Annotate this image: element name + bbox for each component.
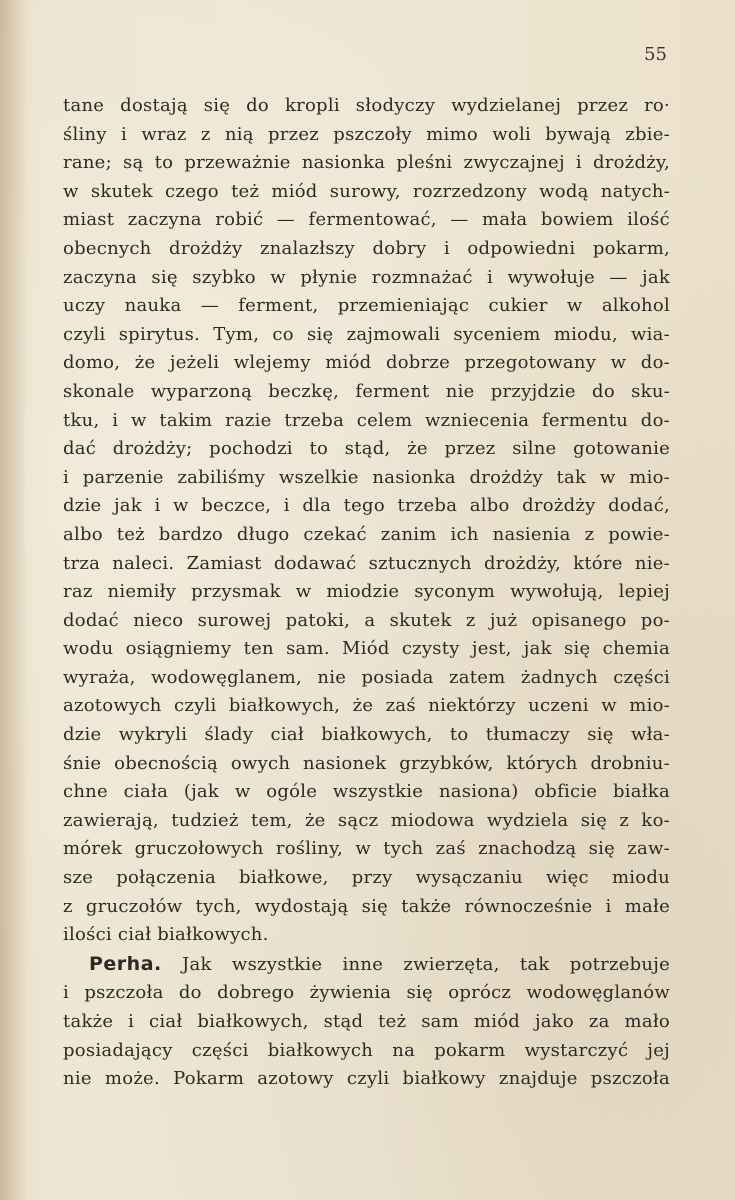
text-line: nie może. Pokarm azotowy czyli białkowy znajduje pszczoła [63,1068,670,1090]
text-line: z gruczołów tych, wydostają się także równocześnie i małe [63,895,670,917]
text-line: i pszczoła do dobrego żywienia się oprócz wodowęglanów [63,982,670,1004]
paragraph-last-line: ilości ciał białkowych. [63,924,269,946]
section-first-line [63,950,670,980]
text-line: w skutek czego też miód surowy, rozrzedzony wodą natych- [63,180,670,202]
text-line: wyraża, wodowęglanem, nie posiada zatem żadnych części [63,666,670,688]
text-line: azotowych czyli białkowych, że zaś niektórzy uczeni w mio- [63,695,670,717]
text-line: rane; są to przeważnie nasionka pleśni zwyczajnej i drożdży, [63,152,670,174]
text-line: raz niemiły przysmak w miodzie syconym wywołują, lepiej [63,581,670,603]
body-text [63,92,670,1094]
text-line: albo też bardzo długo czekać zanim ich nasienia z powie- [63,523,670,545]
text-line: także i ciał białkowych, stąd też sam miód jako za mało [63,1011,670,1032]
text-line: zaczyna się szybko w płynie rozmnażać i wywołuje — jak [63,266,670,288]
text-line: wodu osiągniemy ten sam. Miód czysty jest, jak się chemia [63,638,670,660]
text-line: zawierają, tudzież tem, że sącz miodowa wydziela się z ko- [63,809,670,831]
text-line: i parzenie zabiliśmy wszelkie nasionka drożdży tak w mio- [63,466,670,488]
text-line: dać drożdży; pochodzi to stąd, że przez silne gotowanie [63,438,670,460]
text-line: tane dostają się do kropli słodyczy wydzielanej przez ro· [63,95,670,116]
text-line: mórek gruczołowych rośliny, w tych zaś znachodzą się zaw- [63,838,670,860]
text-line: skonale wyparzoną beczkę, ferment nie przyjdzie do sku- [63,380,670,402]
text-line: trza naleci. Zamiast dodawać sztucznych drożdży, które nie- [63,552,670,574]
binding-shadow [0,0,28,1200]
text-line: czyli spirytus. Tym, co się zajmowali syceniem miodu, wia- [63,323,670,345]
text-line: śliny i wraz z nią przez pszczoły mimo woli bywają zbie- [63,123,670,145]
text-line: tku, i w takim razie trzeba celem wzniecenia fermentu do- [63,409,670,431]
text-line: obecnych drożdży znalazłszy dobry i odpowiedni pokarm, [63,237,670,259]
text-line: dodać nieco surowej patoki, a skutek z już opisanego po- [63,609,670,631]
text-line: dzie wykryli ślady ciał białkowych, to tłumaczy się wła- [63,724,670,746]
section-heading: Perha. [89,952,162,975]
text-line: uczy nauka — ferment, przemieniając cukier w alkohol [63,295,670,317]
text-line: dzie jak i w beczce, i dla tego trzeba albo drożdży dodać, [63,495,670,517]
text-line: domo, że jeżeli wlejemy miód dobrze przegotowany w do- [63,352,670,374]
text-line: miast zaczyna robić — fermentować, — mała bowiem ilość [63,209,670,231]
text-line: śnie obecnością owych nasionek grzybków, których drobniu- [63,752,670,774]
page-number: 55 [644,44,667,65]
text-line: sze połączenia białkowe, przy wysączaniu więc miodu [63,867,670,889]
section-first-line-text: Jak wszystkie inne zwierzęta, tak potrzebuje [182,953,670,975]
text-line: chne ciała (jak w ogóle wszystkie nasiona) obficie białka [63,781,670,803]
text-line: posiadający części białkowych na pokarm wystarczyć jej [63,1039,670,1061]
